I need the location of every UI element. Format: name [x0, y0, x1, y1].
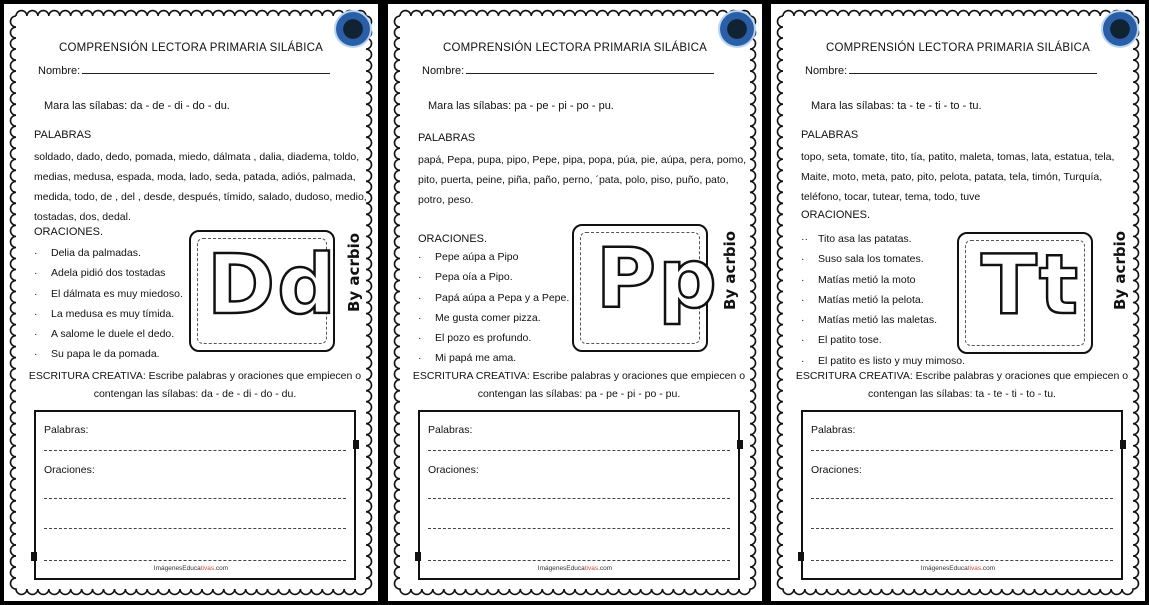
bullet: ·	[418, 332, 422, 345]
oracion-text: Me gusta comer pizza.	[435, 311, 541, 324]
writing-line[interactable]	[44, 560, 346, 561]
oracion-text: El dálmata es muy miedoso.	[51, 287, 183, 300]
palabras-heading: PALABRAS	[801, 129, 859, 141]
writing-line[interactable]	[44, 450, 346, 451]
oracion-text: Matías metió la moto	[818, 273, 916, 286]
escritura-line: ESCRITURA CREATIVA: Escribe palabras y oraciones que empiecen o	[412, 370, 746, 382]
footer-part: ImágenesEduca	[537, 565, 585, 572]
palabras-line: tostadas, dos, dedal.	[34, 211, 131, 223]
oracion-text: La medusa es muy tímida.	[51, 307, 175, 320]
footer-part: ImágenesEduca	[153, 565, 201, 572]
letter-frame	[957, 232, 1093, 354]
name-field[interactable]	[422, 64, 714, 77]
name-field[interactable]	[38, 64, 330, 77]
box-corner-mark	[1120, 440, 1126, 449]
worksheet-title: COMPRENSIÓN LECTORA PRIMARIA SILÁBICA	[442, 42, 708, 54]
box-oraciones-label: Oraciones:	[811, 464, 862, 476]
palabras-line: teléfono, tocar, tutear, tema, todo, tuve	[801, 191, 981, 203]
bullet: ·	[418, 271, 422, 284]
footer-part: tivas	[967, 565, 982, 572]
palabras-line: medida, todo, de , del , desde, después, tímido, salado, dudoso, medio,	[34, 191, 367, 203]
bullet: ·	[34, 287, 38, 300]
palabras-line: potro, peso.	[418, 194, 474, 206]
letter-frame	[572, 224, 719, 352]
name-line[interactable]	[466, 64, 714, 74]
oracion-text: Su papa le da pomada.	[51, 348, 160, 361]
palabras-list	[34, 147, 374, 227]
author-byline: By acrbio	[1111, 230, 1129, 310]
author-byline: By acrbio	[345, 232, 363, 312]
escritura-line: contengan las sílabas: ta - te - ti - to - tu.	[868, 388, 1056, 400]
bullet: ·	[34, 267, 38, 280]
bullet: ·	[418, 352, 422, 365]
oraciones-heading: ORACIONES.	[34, 226, 104, 238]
worksheet-ta	[771, 4, 1145, 601]
writing-line[interactable]	[428, 498, 730, 499]
oracion-text: El patito es listo y muy mimoso.	[818, 354, 966, 367]
box-palabras-label: Palabras:	[428, 424, 473, 436]
syllables-instruction: Mara las sílabas: pa - pe - pi - po - pu.	[428, 100, 614, 112]
name-label: Nombre:	[38, 65, 81, 77]
oracion-text: El patito tose.	[818, 334, 882, 347]
oracion-text: Matías metió la pelota.	[818, 293, 924, 306]
box-palabras-label: Palabras:	[811, 424, 856, 436]
box-corner-mark	[737, 440, 743, 449]
footer-part: .com	[598, 565, 613, 572]
escritura-instruction	[412, 367, 746, 403]
bullet: ·	[34, 247, 38, 259]
box-oraciones-label: Oraciones:	[428, 464, 479, 476]
box-oraciones-label: Oraciones:	[44, 464, 95, 476]
box-corner-mark	[353, 440, 359, 449]
oracion-text: El pozo es profundo.	[435, 332, 532, 345]
oracion-text: Papá aúpa a Pepa y a Pepe.	[435, 291, 570, 304]
writing-line[interactable]	[811, 528, 1113, 529]
bullet: ·	[34, 348, 38, 361]
bullet: ·	[34, 328, 38, 341]
footer-part: .com	[214, 565, 229, 572]
writing-box[interactable]	[34, 410, 356, 580]
author-byline: By acrbio	[721, 230, 739, 310]
bullet: ·	[418, 291, 422, 304]
syllables-instruction: Mara las sílabas: da - de - di - do - du.	[44, 100, 230, 112]
site-footer	[4, 565, 378, 572]
bullet: ·	[418, 251, 422, 263]
worksheet-pa	[388, 4, 762, 601]
bullet: ·	[801, 354, 805, 367]
worksheet-title: COMPRENSIÓN LECTORA PRIMARIA SILÁBICA	[825, 42, 1091, 54]
writing-line[interactable]	[44, 528, 346, 529]
oraciones-heading: ORACIONES.	[801, 209, 871, 221]
writing-box[interactable]	[418, 410, 740, 580]
bullet: ·	[801, 314, 805, 327]
footer-part: tivas	[584, 565, 599, 572]
oracion-text: Adela pidió dos tostadas	[51, 267, 166, 280]
escritura-line: ESCRITURA CREATIVA: Escribe palabras y oraciones que empiecen o	[795, 370, 1129, 382]
oracion-text: Delia da palmadas.	[51, 247, 141, 259]
name-line[interactable]	[82, 64, 330, 74]
writing-line[interactable]	[811, 498, 1113, 499]
box-corner-mark	[31, 552, 37, 561]
oracion-text: Mi papá me ama.	[435, 352, 517, 365]
letter-illustration: Dd	[207, 238, 338, 333]
name-label: Nombre:	[805, 65, 848, 77]
escritura-instruction	[28, 367, 362, 403]
oracion-text: Pepa oía a Pipo.	[435, 271, 513, 284]
oracion-text: Suso sala los tomates.	[818, 253, 924, 266]
worksheet-title: COMPRENSIÓN LECTORA PRIMARIA SILÁBICA	[58, 42, 324, 54]
bullet: ·	[801, 273, 805, 286]
box-corner-mark	[415, 552, 421, 561]
bullet: ·	[34, 307, 38, 320]
footer-part: .com	[981, 565, 996, 572]
footer-part: ImágenesEduca	[920, 565, 968, 572]
box-palabras-label: Palabras:	[44, 424, 89, 436]
letter-illustration: Pp	[596, 232, 719, 327]
escritura-line: ESCRITURA CREATIVA: Escribe palabras y oraciones que empiecen o	[28, 370, 362, 382]
palabras-list	[801, 147, 1141, 207]
palabras-line: soldado, dado, dedo, pomada, miedo, dálmata , dalia, diadema, toldo,	[34, 151, 360, 163]
oracion-text: Matías metió las maletas.	[818, 314, 938, 327]
name-line[interactable]	[849, 64, 1097, 74]
palabras-heading: PALABRAS	[418, 132, 476, 144]
site-footer	[388, 565, 762, 572]
palabras-line: medias, medusa, espada, moda, lado, seda, patada, adiós, palmada,	[34, 171, 356, 183]
syllables-instruction: Mara las sílabas: ta - te - ti - to - tu.	[811, 100, 982, 112]
escritura-line: contengan las sílabas: da - de - di - do - du.	[93, 388, 297, 400]
oracion-text: Tito asa las patatas.	[818, 233, 912, 245]
footer-part: tivas	[200, 565, 215, 572]
escritura-line: contengan las sílabas: pa - pe - pi - po - pu.	[477, 388, 681, 400]
worksheet-da	[4, 4, 378, 601]
palabras-line: papá, Pepa, pupa, pipo, Pepe, pipa, popa, púa, pie, aúpa, pera, pomo,	[418, 154, 747, 166]
bullet: ·	[801, 293, 805, 306]
writing-box[interactable]	[801, 410, 1123, 580]
oracion-text: Pepe aúpa a Pipo	[435, 251, 519, 263]
bullet: ·	[801, 334, 805, 347]
bullet: ·	[418, 311, 422, 324]
bullet: ·	[801, 253, 805, 266]
oracion-text: A salome le duele el dedo.	[51, 328, 175, 341]
box-corner-mark	[798, 552, 804, 561]
palabras-list	[418, 150, 758, 210]
bullet: ··	[801, 233, 808, 245]
writing-line[interactable]	[44, 498, 346, 499]
palabras-heading: PALABRAS	[34, 129, 92, 141]
name-label: Nombre:	[422, 65, 465, 77]
name-field[interactable]	[805, 64, 1097, 77]
writing-line[interactable]	[428, 560, 730, 561]
writing-line[interactable]	[811, 450, 1113, 451]
letter-illustration: Tt	[981, 238, 1081, 333]
writing-line[interactable]	[428, 528, 730, 529]
site-footer	[771, 565, 1145, 572]
escritura-instruction	[795, 367, 1129, 403]
letter-frame	[189, 230, 338, 352]
palabras-line: Maite, moto, meta, pato, pito, pelota, patata, tela, timón, Turquía,	[801, 171, 1103, 183]
palabras-line: topo, seta, tomate, tito, tía, patito, maleta, tomas, lata, estatua, tela,	[801, 151, 1115, 163]
palabras-line: pito, puerta, peine, piña, paño, perno, ´pata, polo, piso, puño, pato,	[418, 174, 729, 186]
writing-line[interactable]	[811, 560, 1113, 561]
writing-line[interactable]	[428, 450, 730, 451]
oraciones-heading: ORACIONES.	[418, 233, 488, 245]
